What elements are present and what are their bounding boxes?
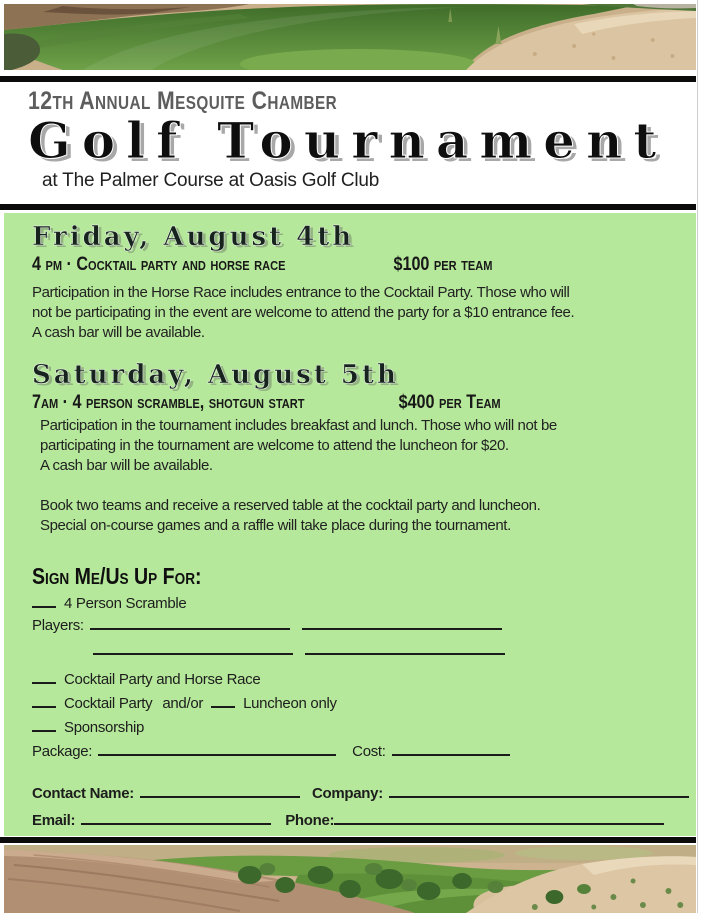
option-row-cocktail-horse (32, 670, 696, 690)
friday-subheading-row (32, 254, 596, 276)
phone-label: Phone: (285, 812, 335, 829)
header (0, 82, 704, 204)
signup-heading: Sign Me/Us Up For: (32, 563, 202, 589)
option-luncheon-label: Luncheon only (243, 695, 337, 712)
saturday-time-event: 7am · 4 person scramble, shotgun start (32, 392, 305, 413)
signup-section (32, 562, 696, 831)
saturday-price: $400 per Team (398, 392, 501, 413)
scramble-write-in-blank (32, 596, 56, 608)
top-photo (4, 4, 696, 70)
paragraph-line: A cash bar will be available. (40, 457, 213, 474)
friday-heading: Friday, August 4th (32, 222, 355, 252)
cost-label: Cost: (352, 743, 386, 760)
friday-paragraph (32, 283, 696, 343)
paragraph-line: Participation in the tournament includes breakfast and lunch. Those who will not be (40, 417, 557, 434)
players-label: Players: (32, 617, 84, 634)
paragraph-line: A cash bar will be available. (32, 324, 205, 341)
paragraph-line: Participation in the Horse Race includes entrance to the Cocktail Party. Those who will (32, 284, 570, 301)
saturday-paragraph (32, 416, 696, 476)
saturday-subheading-row (32, 392, 596, 414)
package-label: Package: (32, 743, 93, 760)
cocktail-horse-write-in-blank (32, 672, 56, 684)
divider-line-bottom (0, 837, 696, 843)
option-scramble-label: 4 Person Scramble (64, 595, 187, 612)
option-sponsorship-label: Sponsorship (64, 719, 145, 736)
contact-name-blank (140, 786, 300, 798)
package-row (32, 742, 696, 762)
package-blank (98, 744, 336, 756)
players-row (32, 616, 696, 636)
divider-line-header (0, 204, 696, 210)
paragraph-line: Book two teams and receive a reserved table at the cocktail party and luncheon. (40, 497, 541, 514)
option-row-scramble (32, 594, 696, 614)
phone-blank (334, 813, 664, 825)
company-blank (389, 786, 689, 798)
green-panel (4, 213, 696, 836)
saturday-section (32, 360, 696, 476)
company-label: Company: (311, 785, 383, 802)
kicker: 12th Annual Mesquite Chamber (28, 87, 338, 115)
paragraph-line: not be participating in the event are welcome to attend the party for a $10 entrance fee. (32, 304, 575, 321)
player-4-blank (305, 643, 505, 655)
player-2-blank (302, 618, 502, 630)
option-cocktail-horse-label: Cocktail Party and Horse Race (64, 671, 261, 688)
cocktail-write-in-blank (32, 696, 56, 708)
email-blank (81, 813, 271, 825)
page-edge-line (697, 0, 698, 913)
and-or-label: and/or (162, 695, 204, 712)
contact-name-label: Contact Name: (32, 785, 134, 802)
option-row-sponsorship (32, 718, 696, 738)
luncheon-write-in-blank (211, 696, 235, 708)
friday-price: $100 per team (393, 254, 493, 275)
subtitle: at The Palmer Course at Oasis Golf Club (42, 170, 380, 191)
page-title: Golf Tournament (28, 111, 668, 170)
paragraph-line: Special on-course games and a raffle will take place during the tournament. (40, 517, 511, 534)
email-label: Email: (32, 812, 76, 829)
email-row (32, 811, 696, 831)
paragraph-line: participating in the tournament are welcome to attend the luncheon for $20. (40, 437, 509, 454)
option-cocktail-label: Cocktail Party (64, 695, 153, 712)
players-row-2 (32, 641, 696, 661)
friday-time-event: 4 pm · Cocktail party and horse race (32, 254, 286, 275)
promo-paragraph (32, 496, 696, 536)
player-3-blank (93, 643, 293, 655)
saturday-heading: Saturday, August 5th (32, 360, 399, 390)
player-1-blank (90, 618, 290, 630)
option-row-cocktail-luncheon (32, 694, 696, 714)
friday-section (32, 222, 696, 343)
contact-row (32, 784, 696, 804)
sponsorship-write-in-blank (32, 720, 56, 732)
bottom-photo (4, 845, 696, 913)
cost-blank (392, 744, 510, 756)
